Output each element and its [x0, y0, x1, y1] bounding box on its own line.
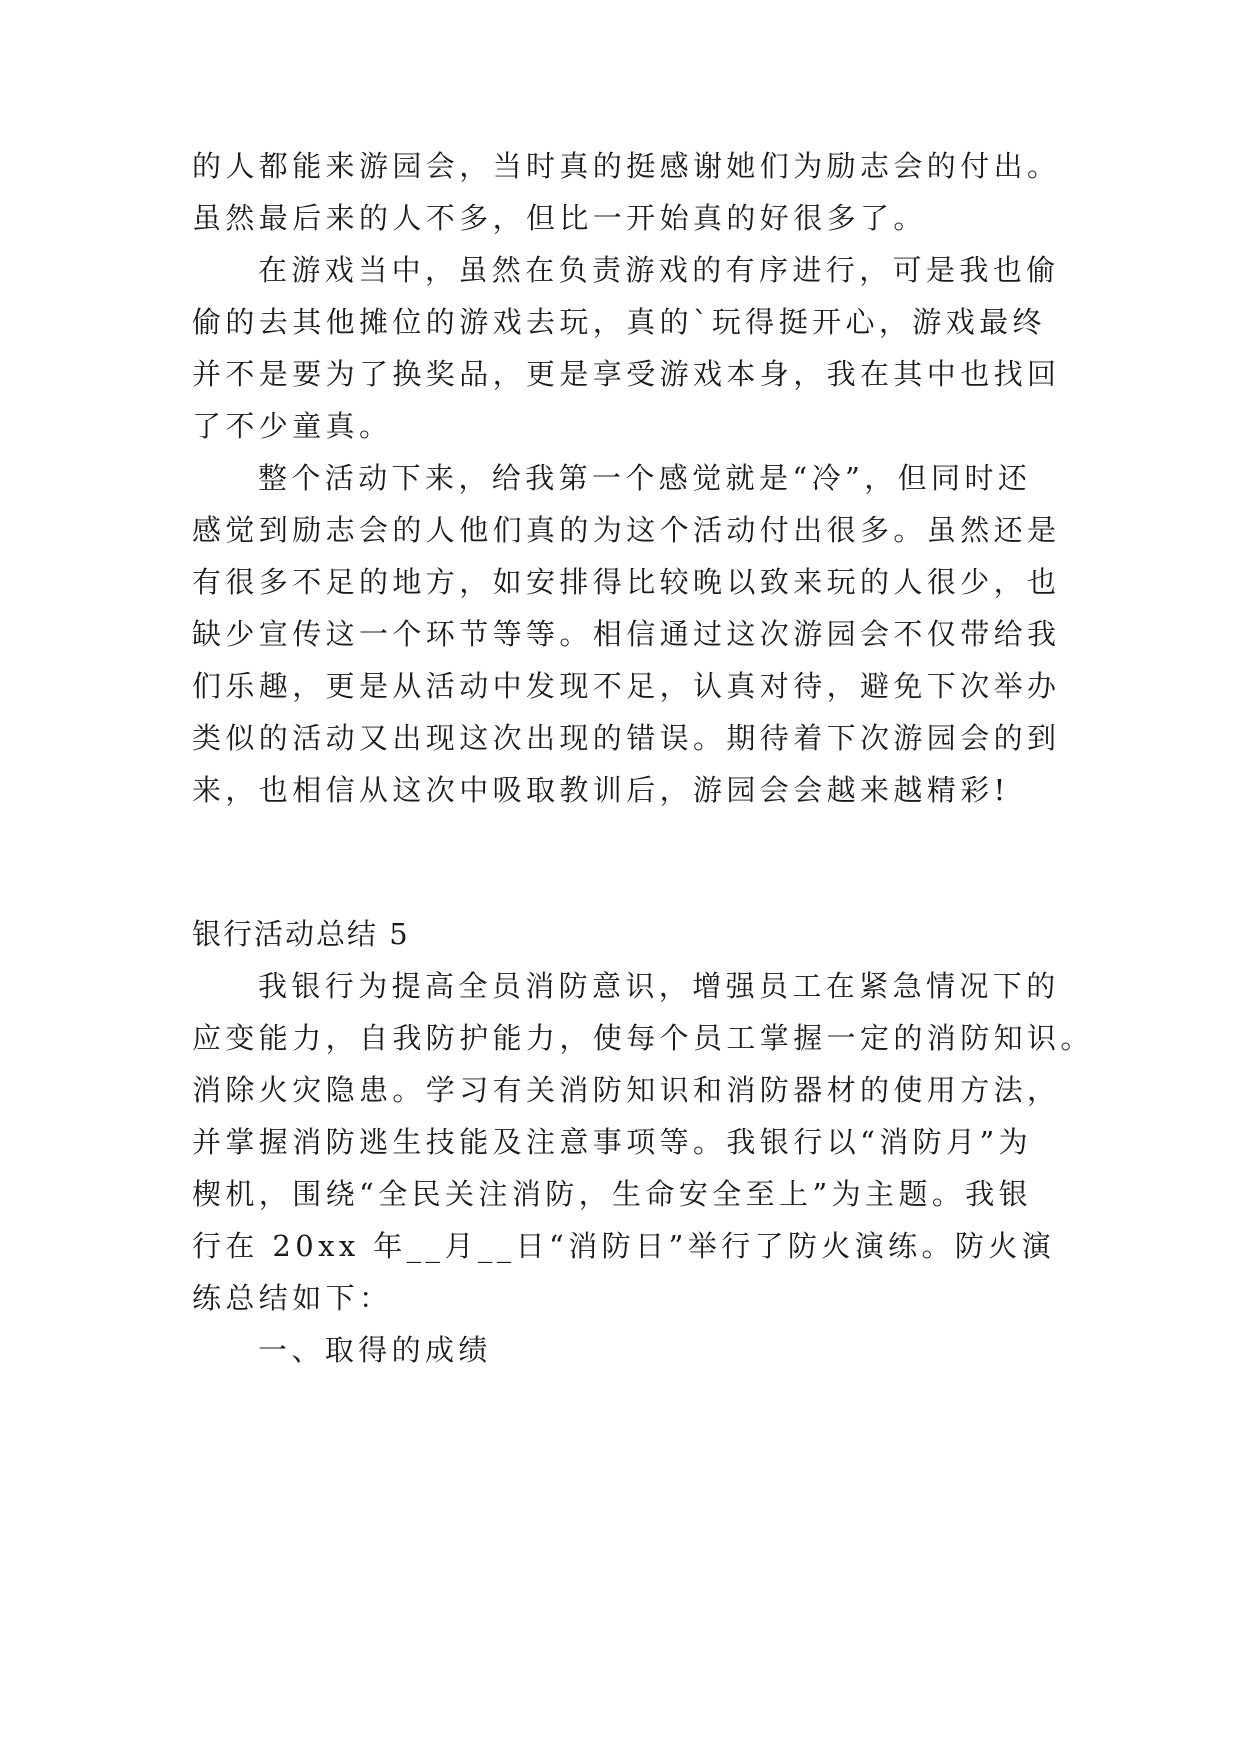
paragraph-line: 练总结如下： [192, 1281, 393, 1315]
paragraph-line: 们乐趣，更是从活动中发现不足，认真对待，避免下次举办 [192, 669, 1061, 703]
paragraph-line: 消除火灾隐患。学习有关消防知识和消防器材的使用方法， [192, 1073, 1061, 1107]
paragraph-line: 并不是要为了换奖品，更是享受游戏本身，我在其中也找回 [192, 357, 1061, 391]
paragraph-line: 楔机，围绕“全民关注消防，生命安全至上”为主题。我银 [192, 1177, 1033, 1211]
section-title: 银行活动总结 5 [192, 917, 410, 951]
paragraph-line: 感觉到励志会的人他们真的为这个活动付出很多。虽然还是 [192, 513, 1061, 547]
paragraph-line: 并掌握消防逃生技能及注意事项等。我银行以“消防月”为 [192, 1125, 1033, 1159]
paragraph-line: 了不少童真。 [192, 409, 393, 443]
paragraph-line: 缺少宣传这一个环节等等。相信通过这次游园会不仅带给我 [192, 617, 1061, 651]
paragraph-line: 应变能力，自我防护能力，使每个员工掌握一定的消防知识。 [192, 1021, 1094, 1055]
paragraph-line: 在游戏当中，虽然在负责游戏的有序进行，可是我也偷 [258, 253, 1060, 287]
paragraph-line: 行在 20xx 年__月__日“消防日”举行了防火演练。防火演 [192, 1229, 1056, 1263]
paragraph-line: 来，也相信从这次中吸取教训后，游园会会越来越精彩! [192, 773, 1010, 807]
paragraph-line: 我银行为提高全员消防意识，增强员工在紧急情况下的 [258, 969, 1060, 1003]
paragraph-line: 虽然最后来的人不多，但比一开始真的好很多了。 [192, 201, 927, 235]
paragraph-line: 的人都能来游园会，当时真的挺感谢她们为励志会的付出。 [192, 149, 1061, 183]
paragraph-line: 类似的活动又出现这次出现的错误。期待着下次游园会的到 [192, 721, 1061, 755]
subheading: 一、取得的成绩 [258, 1333, 492, 1367]
paragraph-line: 整个活动下来，给我第一个感觉就是“冷”，但同时还 [258, 461, 1032, 495]
paragraph-line: 有很多不足的地方，如安排得比较晚以致来玩的人很少，也 [192, 565, 1061, 599]
paragraph-line: 偷的去其他摊位的游戏去玩，真的`玩得挺开心，游戏最终 [192, 305, 1046, 339]
